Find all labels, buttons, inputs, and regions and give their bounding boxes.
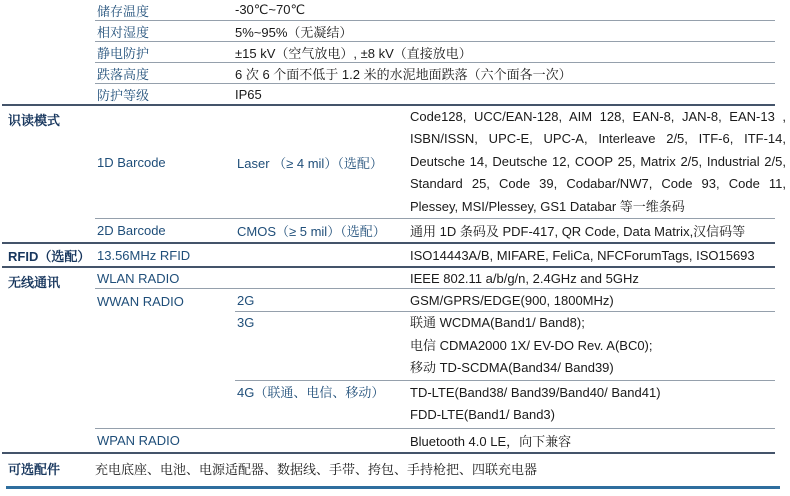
row-label: 防护等级 [97,87,150,103]
row-label: 跌落高度 [97,66,150,82]
band-label: 4G（联通、电信、移动） [237,384,385,400]
row-value: IEEE 802.11 a/b/g/n, 2.4GHz and 5GHz [410,270,639,286]
table-row [235,381,790,428]
engine-label: Laser （≥ 4 mil）（选配） [237,155,383,171]
table-row [95,219,790,242]
band-value-line: 移动 TD-SCDMA(Band34/ Band39) [410,360,614,376]
section-header: 识读模式 [8,113,61,128]
table-bottom-border [6,486,780,489]
band-value [410,312,790,380]
band-value-line: FDD-LTE(Band1/ Band3) [410,406,555,422]
table-row [95,429,790,452]
table-row [235,289,790,311]
engine-label: CMOS（≥ 5 mil）（选配） [237,224,386,239]
row-label: WLAN RADIO [97,270,180,286]
band-value-line: 电信 CDMA2000 1X/ EV-DO Rev. A(BC0); [410,337,653,353]
scan-section [0,106,790,242]
barcode-type-label: 1D Barcode [97,154,166,170]
row-label: 相对湿度 [97,24,150,40]
rfid-section [0,244,790,266]
accessories-section [0,454,790,486]
table-row [235,312,790,380]
table-row [95,106,790,218]
table-row [0,0,790,20]
row-label: 静电防护 [97,45,150,61]
row-label: 储存温度 [97,3,150,19]
row-value: -30℃~70℃ [235,2,306,17]
table-row [0,21,790,41]
environment-section [0,0,790,104]
band-value [410,382,790,426]
row-value: ISO14443A/B, MIFARE, FeliCa, NFCForumTags, ISO15693 [410,247,755,263]
table-row [0,63,790,83]
wireless-section [0,268,790,452]
row-value: Bluetooth 4.0 LE，向下兼容 [410,433,572,449]
barcode-type-label: 2D Barcode [97,223,166,238]
supported-codes: 通用 1D 条码及 PDF-417, QR Code, Data Matrix,汉信码等 [410,224,746,239]
table-row [0,42,790,62]
row-value: 6 次 6 个面不低于 1.2 米的水泥地面跌落（六个面各一次） [235,66,572,82]
row-label: 13.56MHz RFID [97,247,191,263]
supported-codes: Code128, UCC/EAN-128, AIM 128, EAN-8, JAN-8, EAN-13 , ISBN/ISSN, UPC-E, UPC-A, Interleave 2/5, ITF-6, ITF-14, Deutsche 14, Deutsche 12, COOP 25, Matrix 2/5, Industrial 2/5, Standard 25, Code 39, Codabar/NW7, Code 93, Code 11, Plessey, MSI/Plessey, GS1 Databar 等一维条码 [410,108,786,214]
row-value: ±15 kV（空气放电）, ±8 kV（直接放电） [235,45,472,61]
table-row [95,268,790,288]
row-value: 5%~95%（无凝结） [235,24,353,40]
section-header: 可选配件 [8,461,61,477]
row-value: IP65 [235,86,262,102]
section-header: 无线通讯 [8,275,61,290]
band-value-line: 联通 WCDMA(Band1/ Band8); [410,315,585,330]
section-header: RFID（选配） [8,248,91,264]
row-label: WPAN RADIO [97,432,180,448]
row-value: 充电底座、电池、电源适配器、数据线、手带、挎包、手持枪把、四联充电器 [95,461,538,477]
row-label: WWAN RADIO [97,294,184,309]
table-row [0,84,790,104]
band-label: 3G [237,315,255,330]
wwan-rows [95,289,790,428]
band-value-line: TD-LTE(Band38/ Band39/Band40/ Band41) [410,384,661,400]
band-value: GSM/GPRS/EDGE(900, 1800MHz) [410,292,614,308]
band-label: 2G [237,292,255,308]
